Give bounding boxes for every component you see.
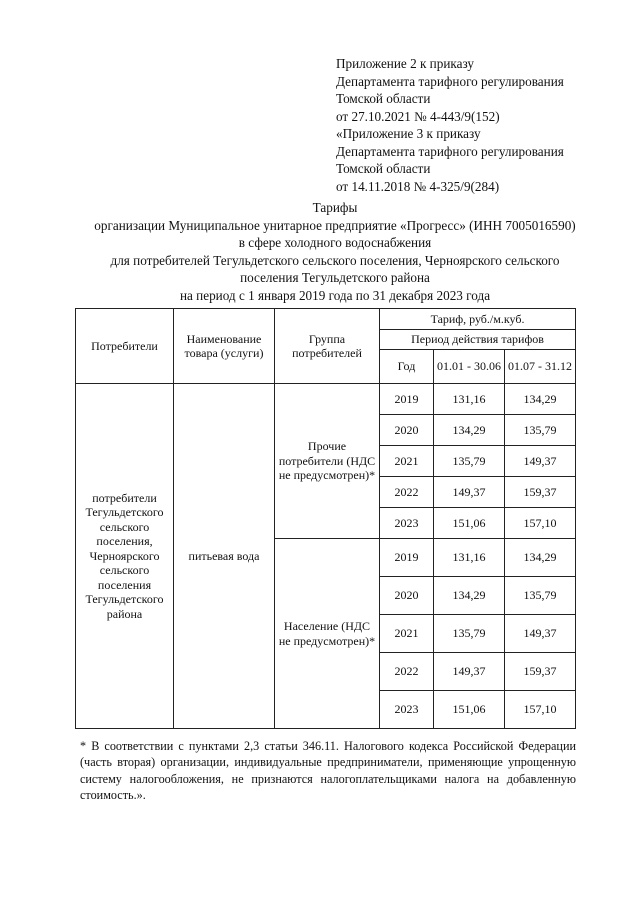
year-cell: 2021 <box>380 446 434 477</box>
tariff-h2-cell: 159,37 <box>505 653 576 691</box>
year-cell: 2022 <box>380 477 434 508</box>
year-cell: 2023 <box>380 691 434 729</box>
product-cell: питьевая вода <box>174 384 275 729</box>
year-cell: 2020 <box>380 415 434 446</box>
tariff-h1-cell: 135,79 <box>434 446 505 477</box>
header-line: Приложение 2 к приказу <box>336 56 474 71</box>
header-line: Томской области <box>336 91 431 106</box>
title-line: для потребителей Тегульдетского сельского поселения, Черноярского сельского <box>110 252 560 268</box>
header-line: Департамента тарифного регулирования <box>336 143 564 159</box>
tariff-h1-cell: 134,29 <box>434 577 505 615</box>
header-line: «Приложение 3 к приказу <box>336 126 481 141</box>
year-cell: 2019 <box>380 384 434 415</box>
year-cell: 2020 <box>380 577 434 615</box>
tariff-h1-cell: 131,16 <box>434 384 505 415</box>
tariff-h2-cell: 135,79 <box>505 415 576 446</box>
header-second-half: 01.07 - 31.12 <box>505 350 576 384</box>
title-line: в сфере холодного водоснабжения <box>238 235 432 251</box>
year-cell: 2022 <box>380 653 434 691</box>
title-line: поселения Тегульдетского района <box>240 270 430 286</box>
header-line: от 14.11.2018 № 4-325/9(284) <box>336 178 500 194</box>
tariff-h2-cell: 134,29 <box>505 539 576 577</box>
header-group: Группа потребителей <box>275 309 380 384</box>
consumers-cell: потребители Тегульдетского сельского поселения, Черноярского сельского поселения Тегульдетского района <box>76 384 174 729</box>
tariff-h1-cell: 134,29 <box>434 415 505 446</box>
header-first-half: 01.01 - 30.06 <box>434 350 505 384</box>
tariff-h2-cell: 149,37 <box>505 615 576 653</box>
tariff-h2-cell: 157,10 <box>505 691 576 729</box>
tariff-h1-cell: 149,37 <box>434 653 505 691</box>
group-cell: Прочие потребители (НДС не предусмотрен)* <box>275 384 380 539</box>
header-line: от 27.10.2021 № 4-443/9(152) <box>336 108 500 124</box>
year-cell: 2019 <box>380 539 434 577</box>
tariff-h2-cell: 157,10 <box>505 508 576 539</box>
header-line: Департамента тарифного регулирования <box>336 73 564 89</box>
tariff-h1-cell: 151,06 <box>434 691 505 729</box>
header-line: Томской области <box>336 161 431 176</box>
header-consumers: Потребители <box>76 309 174 384</box>
year-cell: 2021 <box>380 615 434 653</box>
header-product: Наименование товара (услуги) <box>174 309 275 384</box>
tariff-h1-cell: 135,79 <box>434 615 505 653</box>
tariff-h2-cell: 149,37 <box>505 446 576 477</box>
tariff-h2-cell: 135,79 <box>505 577 576 615</box>
tariff-table <box>75 308 576 729</box>
group-cell: Население (НДС не предусмотрен)* <box>275 539 380 729</box>
appendix-header <box>336 55 564 195</box>
header-period: Период действия тарифов <box>380 330 576 350</box>
header-tariff: Тариф, руб./м.куб. <box>380 309 576 330</box>
year-cell: 2023 <box>380 508 434 539</box>
document-title <box>40 199 630 305</box>
tariff-h2-cell: 159,37 <box>505 477 576 508</box>
tariff-h1-cell: 151,06 <box>434 508 505 539</box>
tariff-h1-cell: 131,16 <box>434 539 505 577</box>
tariff-h1-cell: 149,37 <box>434 477 505 508</box>
title-line: организации Муниципальное унитарное предприятие «Прогресс» (ИНН 7005016590) <box>94 217 576 233</box>
title-line: на период с 1 января 2019 года по 31 декабря 2023 года <box>179 287 491 303</box>
header-year: Год <box>380 350 434 384</box>
title-line: Тарифы <box>312 200 358 215</box>
footnote: * В соответствии с пунктами 2,3 статьи 346.11. Налогового кодекса Российской Федерации (часть вторая) организации, индивидуальные предприниматели, применяющие упрощенную систему налогообложения, не признаются налогоплательщиками налога на добавленную стоимость.». <box>80 739 576 802</box>
tariff-h2-cell: 134,29 <box>505 384 576 415</box>
table-row <box>76 384 576 415</box>
